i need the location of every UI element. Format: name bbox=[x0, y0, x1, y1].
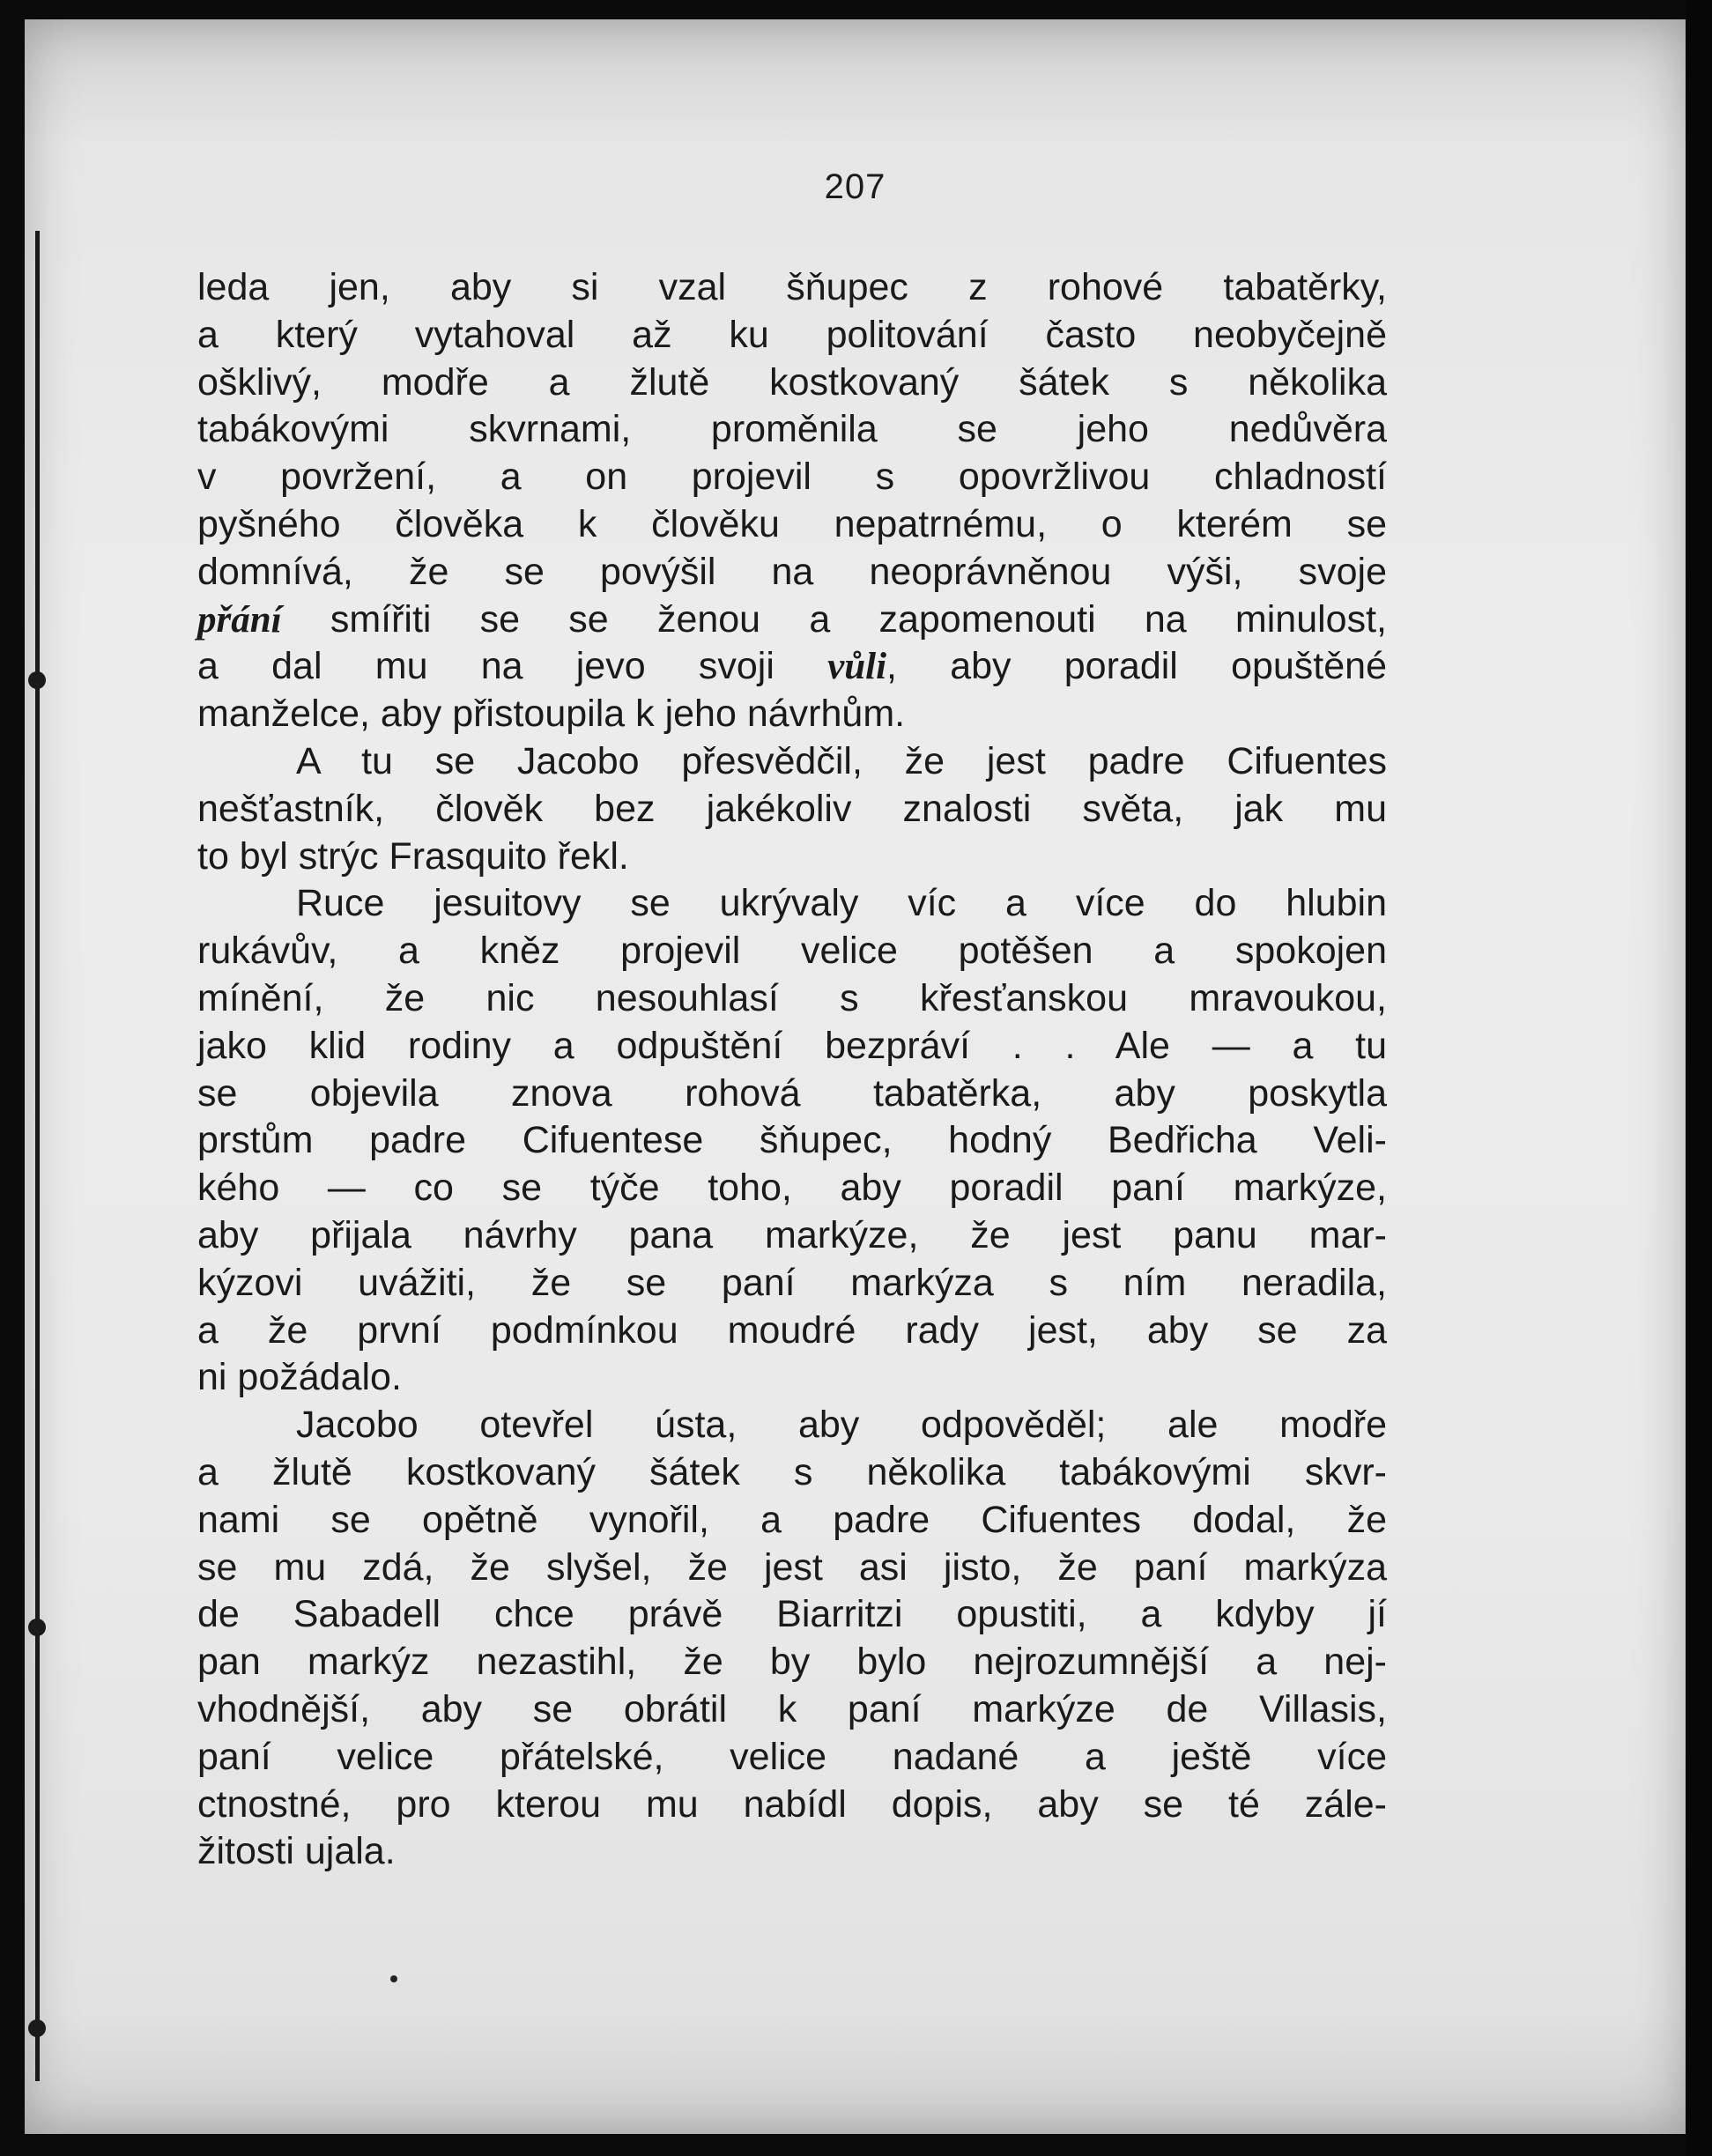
binding-mark bbox=[28, 1619, 46, 1636]
text-line: ctnostné, pro kterou mu nabídl dopis, aby se té zále- bbox=[197, 1782, 1387, 1826]
ink-speck bbox=[390, 1975, 397, 1982]
emphasis: vůli bbox=[827, 646, 887, 688]
text-line: a dal mu na jevo svoji vůli, aby poradil opuštěné bbox=[197, 645, 1387, 688]
text-line: Jacobo otevřel ústa, aby odpověděl; ale modře bbox=[296, 1404, 1387, 1447]
text-line: prstům padre Cifuentese šňupec, hodný Bedřicha Veli- bbox=[197, 1119, 1387, 1162]
text-line: ni požádalo. bbox=[197, 1356, 402, 1399]
text-line: nami se opětně vynořil, a padre Cifuentes dodal, že bbox=[197, 1498, 1387, 1541]
text-line: se mu zdá, že slyšel, že jest asi jisto, že paní markýza bbox=[197, 1545, 1387, 1589]
text-line: kýzovi uvážiti, že se paní markýza s ním neradila, bbox=[197, 1261, 1387, 1304]
text-line: se objevila znova rohová tabatěrka, aby poskytla bbox=[197, 1071, 1387, 1115]
text-line: a že první podmínkou moudré rady jest, aby se za bbox=[197, 1308, 1387, 1352]
text-line: paní velice přátelské, velice nadané a ještě více bbox=[197, 1735, 1387, 1778]
text-line: leda jen, aby si vzal šňupec z rohové tabatěrky, bbox=[197, 266, 1387, 308]
text-line: přání smířiti se se ženou a zapomenouti na minulost, bbox=[197, 597, 1387, 641]
text-line: pan markýz nezastihl, že by bylo nejrozumnější a nej- bbox=[197, 1641, 1387, 1684]
text-line: Ruce jesuitovy se ukrývaly víc a více do hlubin bbox=[296, 882, 1387, 925]
text-line: rukávův, a kněz projevil velice potěšen a spokojen bbox=[197, 930, 1387, 973]
text-line: nešťastník, člověk bez jakékoliv znalosti světa, jak mu bbox=[197, 787, 1387, 830]
page-number: 207 bbox=[824, 167, 886, 206]
text-line: kého — co se týče toho, aby poradil paní markýze, bbox=[197, 1167, 1387, 1210]
binding-mark bbox=[28, 2019, 46, 2037]
text-line: manželce, aby přistoupila k jeho návrhům. bbox=[197, 693, 906, 736]
text-line: jako klid rodiny a odpuštění bezpráví . . Ale — a tu bbox=[197, 1024, 1387, 1067]
emphasis: přání bbox=[197, 598, 282, 641]
text-line: aby přijala návrhy pana markýze, že jest panu mar- bbox=[197, 1213, 1387, 1256]
text-line: žitosti ujala. bbox=[197, 1830, 396, 1873]
binding-edge bbox=[35, 231, 40, 2081]
scan-border bbox=[1686, 0, 1712, 2156]
text-line: ošklivý, modře a žlutě kostkovaný šátek s několika bbox=[197, 360, 1387, 404]
text-line: v povržení, a on projevil s opovržlivou chladností bbox=[197, 456, 1387, 499]
text-line: to byl strýc Frasquito řekl. bbox=[197, 834, 629, 878]
book-page bbox=[25, 19, 1686, 2134]
text-line: A tu se Jacobo přesvědčil, že jest padre Cifuentes bbox=[296, 739, 1387, 782]
text-line: pyšného člověka k člověku nepatrnému, o kterém se bbox=[197, 502, 1387, 545]
text-line: domnívá, že se povýšil na neoprávněnou výši, svoje bbox=[197, 550, 1387, 593]
text-line: vhodnější, aby se obrátil k paní markýze de Villasis, bbox=[197, 1687, 1387, 1730]
text-line: mínění, že nic nesouhlasí s křesťanskou mravoukou, bbox=[197, 976, 1387, 1019]
text-line: de Sabadell chce právě Biarritzi opustiti, a kdyby jí bbox=[197, 1593, 1387, 1636]
body-text bbox=[197, 264, 1387, 1876]
text-line: a žlutě kostkovaný šátek s několika tabákovými skvr- bbox=[197, 1450, 1387, 1493]
text-line: a který vytahoval až ku politování často neobyčejně bbox=[197, 313, 1387, 356]
text-line: tabákovými skvrnami, proměnila se jeho nedůvěra bbox=[197, 408, 1387, 451]
binding-mark bbox=[28, 671, 46, 689]
